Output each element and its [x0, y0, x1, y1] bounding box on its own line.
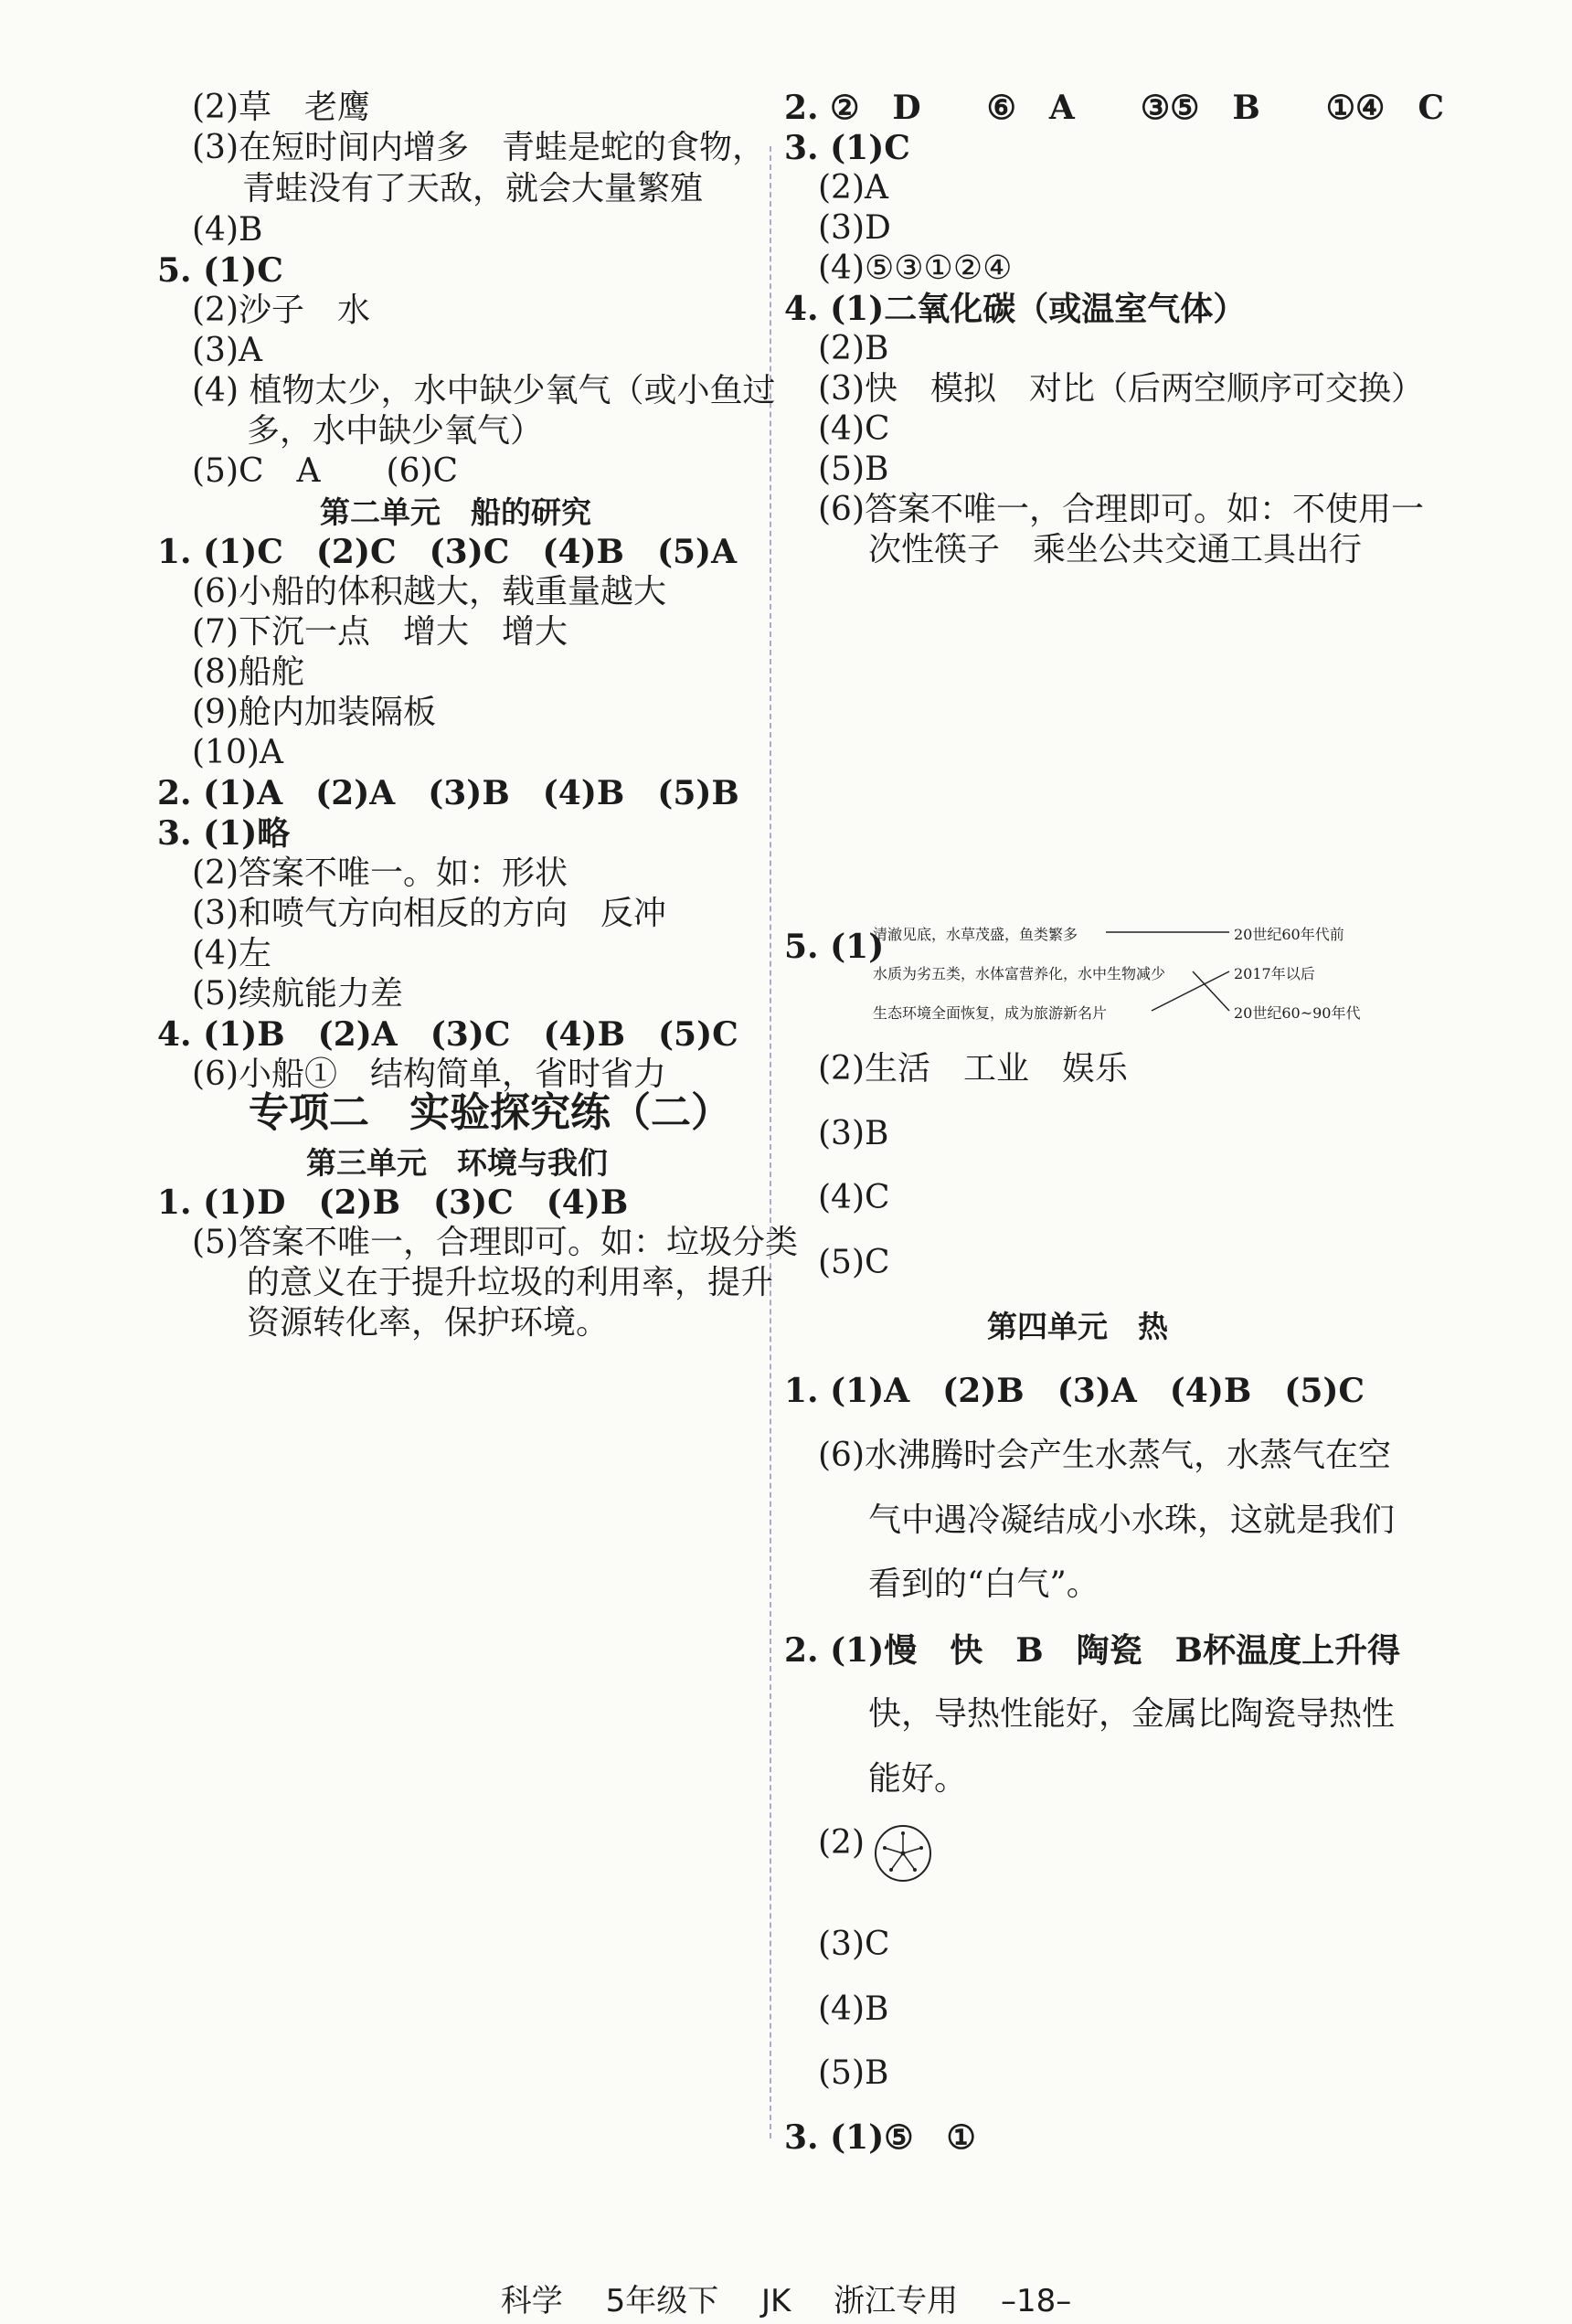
matching-diagram [873, 923, 1371, 1025]
match-right-item: 20世纪60年代前 [1234, 926, 1344, 943]
section-heading: 第四单元 热 [987, 1309, 1168, 1344]
answer-line: 快，导热性能好，金属比陶瓷导热性 [868, 1695, 1396, 1733]
answer-line: (5)续航能力差 [192, 975, 403, 1013]
answer-line: 看到的“白气”。 [868, 1565, 1099, 1603]
match-lines [873, 923, 1371, 1025]
answer-line: (10)A [192, 734, 283, 771]
question-number: 1. (1)C (2)C (3)C (4)B (5)A [157, 533, 738, 571]
special-topic-title: 专项二 实验探究练（二） [249, 1089, 731, 1136]
answer-line: (3)在短时间内增多 青蛙是蛇的食物， [192, 129, 765, 166]
question-number: 2. (1)A (2)A (3)B (4)B (5)B [157, 774, 739, 812]
answer-line: (6)水沸腾时会产生水蒸气，水蒸气在空 [818, 1437, 1391, 1474]
answer-line: (4)⑤③①②④ [818, 249, 1013, 287]
answer-line: (2)A [818, 169, 888, 207]
answer-line: (8)船舵 [192, 653, 304, 691]
page-number: –18– [1000, 2283, 1072, 2319]
answer-line: (5)B [818, 2054, 889, 2092]
answer-line: (6)小船的体积越大，载重量越大 [192, 573, 666, 610]
answer-line: (3)快 模拟 对比（后两空顺序可交换） [818, 370, 1424, 408]
answer-line: (3)C [818, 1926, 890, 1963]
answer-line: (3)A [192, 332, 262, 369]
answer-line: (9)舱内加装隔板 [192, 694, 436, 731]
question-number: 3. (1)C [784, 129, 910, 167]
match-right-item: 20世纪60~90年代 [1234, 1004, 1361, 1022]
answer-line: (2)B [818, 330, 889, 367]
answer-line: (3)D [818, 209, 891, 247]
answer-line: (2)沙子 水 [192, 292, 370, 329]
footer-region: 浙江专用 [834, 2283, 959, 2319]
heat-conduction-diagram [873, 1823, 933, 1884]
answer-line: (2)生活 工业 娱乐 [818, 1050, 1128, 1088]
section-heading: 第三单元 环境与我们 [306, 1145, 608, 1181]
question-number: 2. ② D ⑥ A ③⑤ B ①④ C [784, 89, 1444, 127]
question-number: 5. (1) [784, 928, 885, 966]
answer-line: (2)草 老鹰 [192, 89, 370, 126]
page-footer [0, 2276, 1572, 2320]
footer-edition: JK [761, 2283, 791, 2319]
answer-line: (4)C [818, 1179, 890, 1216]
question-number: 3. (1)略 [157, 814, 291, 853]
question-number: 3. (1)⑤ ① [784, 2118, 976, 2157]
answer-line: (3)和喷气方向相反的方向 反冲 [192, 895, 666, 932]
match-right-item: 2017年以后 [1234, 965, 1315, 982]
answer-line: (4) 植物太少，水中缺少氧气（或小鱼过 [192, 372, 776, 409]
answer-line: 青蛙没有了天敌，就会大量繁殖 [242, 170, 704, 207]
question-number: 1. (1)D (2)B (3)C (4)B [157, 1183, 629, 1222]
answer-line: 的意义在于提升垃圾的利用率，提升 [247, 1264, 774, 1301]
answer-line: (7)下沉一点 增大 增大 [192, 613, 568, 651]
answer-line: (5)B [818, 451, 889, 488]
match-left-item: 水质为劣五类，水体富营养化，水中生物减少 [873, 965, 1166, 982]
answer-line: (4)B [818, 1990, 889, 2028]
question-number: 4. (1)B (2)A (3)C (4)B (5)C [157, 1015, 738, 1054]
question-number: 2. (1)慢 快 B 陶瓷 B杯温度上升得 [784, 1631, 1401, 1670]
question-number: 1. (1)A (2)B (3)A (4)B (5)C [784, 1372, 1365, 1410]
column-divider [770, 146, 771, 2138]
answer-line: 资源转化率，保护环境。 [247, 1304, 610, 1342]
answer-line: 气中遇冷凝结成小水珠，这就是我们 [868, 1502, 1396, 1539]
answer-line: (5)C [818, 1244, 890, 1281]
answer-line: (4)C [818, 410, 890, 448]
match-left-item: 生态环境全面恢复，成为旅游新名片 [873, 1004, 1108, 1022]
answer-line: 多，水中缺少氧气） [247, 412, 544, 450]
answer-line: (5)C A (6)C [192, 452, 459, 490]
answer-line: (4)左 [192, 935, 271, 972]
footer-grade: 5年级下 [605, 2283, 719, 2319]
answer-line: (6)小船① 结构简单，省时省力 [192, 1056, 666, 1093]
footer-subject: 科学 [500, 2283, 563, 2319]
answer-line: (2)答案不唯一。如：形状 [192, 854, 568, 892]
answer-line: (3)B [818, 1115, 889, 1152]
answer-line: 次性筷子 乘坐公共交通工具出行 [868, 531, 1363, 568]
question-number: 5. (1)C [157, 251, 283, 290]
match-left-item: 清澈见底，水草茂盛，鱼类繁多 [873, 926, 1078, 943]
answer-line: (4)B [192, 211, 263, 249]
question-number: 4. (1)二氧化碳（或温室气体） [784, 290, 1247, 328]
answer-line: (6)答案不唯一，合理即可。如：不使用一 [818, 491, 1424, 528]
answer-line: 能好。 [868, 1760, 968, 1798]
answer-line: (5)答案不唯一，合理即可。如：垃圾分类 [192, 1224, 798, 1261]
section-heading: 第二单元 船的研究 [320, 494, 591, 530]
answer-line: (2) [818, 1824, 865, 1862]
